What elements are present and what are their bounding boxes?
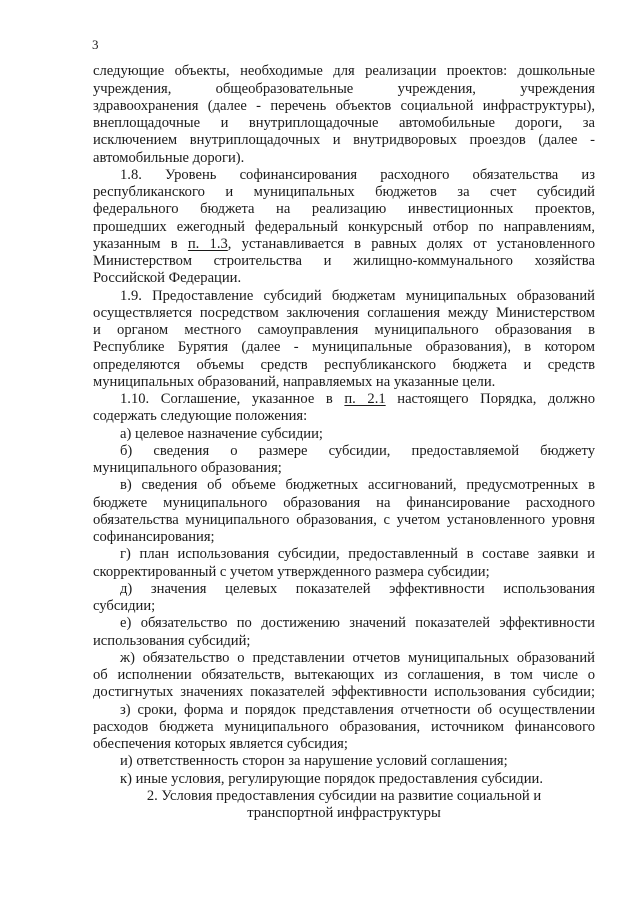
paragraph-line: е) обязательство по достижению значений показателей эффективности	[120, 615, 595, 632]
paragraph-1-9	[93, 288, 595, 392]
paragraph-line: субсидии;	[93, 598, 156, 615]
paragraph-line: здравоохранения (далее - перечень объектов социальной инфраструктуры),	[93, 97, 595, 114]
list-item-a	[93, 426, 595, 443]
line-text: указанным в	[93, 235, 188, 252]
section-heading	[93, 788, 595, 823]
paragraph-line: з) сроки, форма и порядок представления отчетности об осуществлении	[120, 701, 595, 718]
paragraph-line: содержать следующие положения:	[93, 408, 308, 425]
paragraph-line: обязательства муниципального образования, с учетом установленного уровня	[93, 511, 595, 528]
paragraph-line: исключением внутриплощадочных и внутридворовых проездов (далее -	[93, 132, 595, 149]
paragraph-line: 1.9. Предоставление субсидий бюджетам муниципальных образований	[120, 287, 595, 304]
paragraph-line: к) иные условия, регулирующие порядок предоставления субсидии.	[120, 770, 543, 787]
paragraph-line: Министерством строительства и жилищно-коммунального хозяйства	[93, 253, 595, 270]
list-item-i	[93, 753, 595, 770]
paragraph-line: расходов бюджета муниципального образования, источником финансового	[93, 718, 595, 735]
paragraph-line	[93, 391, 595, 408]
paragraph-line: определяются объемы средств республиканского бюджета и средств	[93, 356, 595, 373]
paragraph-line	[93, 236, 595, 253]
paragraph-line: д) значения целевых показателей эффективности использования	[120, 580, 595, 597]
paragraph-line: Российской Федерации.	[93, 270, 242, 287]
paragraph-line: прошедших ежегодный федеральный конкурсный отбор по направлениям,	[93, 218, 595, 235]
list-item-z	[93, 702, 595, 754]
page-number: 3	[92, 37, 99, 52]
paragraph-line: и) ответственность сторон за нарушение условий соглашения;	[120, 753, 508, 770]
paragraph-line: республиканского и муниципальных бюджетов за счет субсидий	[93, 184, 595, 201]
paragraph-line: софинансирования;	[93, 529, 215, 546]
clause-link-2-1[interactable]: п. 2.1	[344, 391, 386, 408]
paragraph-line: ж) обязательство о представлении отчетов муниципальных образований	[120, 649, 595, 666]
paragraph-line: обеспечения которых является субсидия;	[93, 736, 348, 753]
paragraph-line: муниципального образования;	[93, 460, 282, 477]
paragraph-line: б) сведения о размере субсидии, предоставляемой бюджету	[120, 442, 595, 459]
list-item-k	[93, 771, 595, 788]
paragraph-continuation	[93, 63, 595, 167]
paragraph-line: Республике Бурятия (далее - муниципальные образования), в котором	[93, 339, 595, 356]
list-item-zh	[93, 650, 595, 702]
section-heading-line: транспортной инфраструктуры	[247, 805, 441, 822]
paragraph-line: следующие объекты, необходимые для реализации проектов: дошкольные	[93, 63, 595, 80]
section-heading-line: 2. Условия предоставления субсидии на развитие социальной и	[146, 787, 542, 804]
paragraph-line: а) целевое назначение субсидии;	[120, 425, 323, 442]
paragraph-line: и органом местного самоуправления муниципального образования в	[93, 322, 595, 339]
paragraph-line: об исполнении обязательств, вытекающих из соглашения, в том числе о	[93, 667, 595, 684]
list-item-g	[93, 546, 595, 581]
paragraph-1-10	[93, 391, 595, 426]
list-item-e	[93, 615, 595, 650]
paragraph-line: г) план использования субсидии, предоставленный в составе заявки и	[120, 546, 595, 563]
paragraph-1-8	[93, 167, 595, 288]
line-text: 1.10. Соглашение, указанное в	[120, 391, 345, 408]
paragraph-line: автомобильные дороги).	[93, 149, 245, 166]
list-item-d	[93, 581, 595, 616]
paragraph-line: осуществляется посредством заключения соглашения между Министерством	[93, 304, 595, 321]
paragraph-line: использования субсидий;	[93, 632, 251, 649]
paragraph-line: муниципальных образований, направляемых на указанные цели.	[93, 373, 496, 390]
paragraph-line: скорректированный с учетом утвержденного размера субсидии;	[93, 563, 490, 580]
paragraph-line: достигнутых значениях показателей эффективности использования субсидии;	[93, 684, 595, 701]
paragraph-line: в) сведения об объеме бюджетных ассигнований, предусмотренных в	[120, 477, 595, 494]
clause-link-1-3[interactable]: п. 1.3	[187, 235, 228, 252]
paragraph-line: бюджете муниципального образования на финансирование расходного	[93, 494, 595, 511]
list-item-b	[93, 443, 595, 478]
paragraph-line: федерального бюджета на реализацию инвестиционных проектов,	[93, 201, 595, 218]
paragraph-line: внеплощадочные и внутриплощадочные автомобильные дороги, за	[93, 115, 595, 132]
document-body	[93, 63, 595, 822]
list-item-v	[93, 477, 595, 546]
line-text: настоящего Порядка, должно	[385, 391, 596, 408]
line-text: , устанавливается в равных долях от установленного	[227, 235, 595, 252]
paragraph-line: 1.8. Уровень софинансирования расходного обязательства из	[120, 166, 595, 183]
paragraph-line: учреждения, общеобразовательные учреждения, учреждения	[93, 80, 595, 97]
